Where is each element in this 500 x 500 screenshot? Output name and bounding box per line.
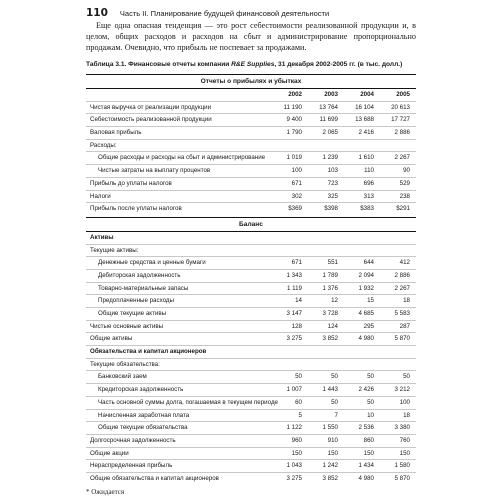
value-cell: 960 <box>291 436 302 444</box>
year-header-row <box>86 89 416 102</box>
row-label: Чистые затраты на выплату процентов <box>98 167 211 175</box>
value-cell: 2 267 <box>394 154 410 162</box>
year-header: 2003 <box>324 91 338 98</box>
value-cell: 3 852 <box>322 474 338 482</box>
value-cell: 110 <box>364 167 374 175</box>
table-row <box>86 384 416 397</box>
value-cell: 60 <box>295 398 302 406</box>
value-cell: 412 <box>399 259 410 267</box>
row-label: Общие текущие обязательства <box>98 424 188 432</box>
table-row <box>86 152 416 165</box>
table-row <box>86 448 416 461</box>
value-cell: $369 <box>288 205 302 213</box>
value-cell: 3 380 <box>394 424 410 432</box>
caption-suffix: , 31 декабря 2002-2005 гг. (в тыс. долл.) <box>274 61 403 68</box>
value-cell: 150 <box>327 449 338 457</box>
row-label: Чистая выручка от реализации продукции <box>90 103 212 111</box>
value-cell: 760 <box>399 436 410 444</box>
table-row <box>86 321 416 334</box>
table-row <box>86 308 416 321</box>
value-cell: 9 400 <box>286 116 302 124</box>
table-row <box>86 473 416 485</box>
table-row <box>86 333 416 346</box>
value-cell: 13 764 <box>319 103 338 111</box>
value-cell: 128 <box>291 322 302 330</box>
value-cell: 7 <box>334 411 338 419</box>
row-label: Текущие обязательства: <box>90 360 160 368</box>
row-label: Текущие активы: <box>90 246 139 254</box>
value-cell: 1 242 <box>322 462 338 470</box>
value-cell: 1 932 <box>358 284 374 292</box>
value-cell: 3 852 <box>322 335 338 343</box>
value-cell: 325 <box>327 192 338 200</box>
income-statement-rows <box>86 102 416 215</box>
value-cell: 5 870 <box>394 335 410 343</box>
row-label: Кредиторская задолженность <box>98 386 184 394</box>
row-label: Часть основной суммы долга, погашаемая в текущем периоде <box>98 398 278 406</box>
value-cell: 2 416 <box>358 129 374 137</box>
value-cell: 287 <box>399 322 410 330</box>
value-cell: 4 980 <box>358 474 374 482</box>
value-cell: 1 434 <box>358 462 374 470</box>
value-cell: 100 <box>399 398 410 406</box>
value-cell: 302 <box>291 192 302 200</box>
row-label: Долгосрочная задолженность <box>90 436 176 444</box>
footnote: * Ожидается <box>86 488 125 496</box>
body-paragraph: Еще одна опасная тенденция — это рост себестоимости реализованной продукции и, в целом, общих расходов и расходов на сбыт и администрирование пропорционально продажам. Очевидно, что прибыль не поспевает за продажами. <box>86 21 416 52</box>
table-row <box>86 397 416 410</box>
value-cell: 1 376 <box>322 284 338 292</box>
value-cell: 50 <box>367 398 374 406</box>
value-cell: 11 699 <box>319 116 338 124</box>
running-title: Часть II. Планирование будущей финансовой деятельности <box>119 9 330 18</box>
value-cell: 50 <box>403 373 410 381</box>
balance-sheet-heading: Баланс <box>86 217 416 232</box>
running-header <box>86 3 416 17</box>
value-cell: 50 <box>331 373 338 381</box>
table-row <box>86 295 416 308</box>
value-cell: 14 <box>295 297 302 305</box>
row-label: Налоги <box>90 192 111 200</box>
value-cell: 20 613 <box>391 103 410 111</box>
page-number: 110 <box>86 7 108 19</box>
value-cell: 100 <box>291 167 302 175</box>
row-label: Общие активы <box>90 335 133 343</box>
row-label: Товарно-материальные запасы <box>98 284 189 292</box>
table-row <box>86 460 416 473</box>
table-row <box>86 257 416 270</box>
value-cell: 1 789 <box>322 271 338 279</box>
value-cell: 671 <box>291 179 302 187</box>
value-cell: 2 426 <box>358 386 374 394</box>
value-cell: 2 536 <box>358 424 374 432</box>
table-row <box>86 114 416 127</box>
value-cell: 2 886 <box>394 271 410 279</box>
caption-company: R&E Supplies <box>231 61 275 68</box>
value-cell: 2 065 <box>322 129 338 137</box>
value-cell: 16 104 <box>355 103 374 111</box>
value-cell: 1 239 <box>322 154 338 162</box>
value-cell: 3 728 <box>322 310 338 317</box>
value-cell: 2 886 <box>394 129 410 137</box>
value-cell: 1 790 <box>286 129 302 137</box>
value-cell: 17 727 <box>391 116 410 124</box>
value-cell: 1 443 <box>322 386 338 394</box>
row-label: Обязательства и капитал акционеров <box>90 348 207 356</box>
table-row <box>86 178 416 191</box>
table-row <box>86 422 416 435</box>
row-label: Общие текущие активы <box>98 310 167 317</box>
value-cell: 15 <box>367 297 374 305</box>
row-label: Денежные средства и ценные бумаги <box>98 259 206 267</box>
value-cell: 2 094 <box>358 271 374 279</box>
table-row <box>86 165 416 178</box>
row-label: Активы <box>90 233 114 241</box>
value-cell: 1 550 <box>322 424 338 432</box>
caption-prefix: Таблица 3.1. Финансовые отчеты компании <box>86 61 232 68</box>
value-cell: 671 <box>291 259 302 267</box>
value-cell: 5 870 <box>394 474 410 482</box>
row-label: Общие расходы и расходы на сбыт и администрирование <box>98 154 266 162</box>
table-row <box>86 283 416 296</box>
balance-sheet-rows <box>86 232 416 485</box>
value-cell: 1 019 <box>286 154 302 162</box>
value-cell: $291 <box>396 205 410 213</box>
row-label: Чистые основные активы <box>90 322 164 330</box>
value-cell: 1 122 <box>286 424 302 432</box>
financial-table <box>86 74 416 485</box>
value-cell: 1 610 <box>358 154 374 162</box>
value-cell: 12 <box>331 297 338 305</box>
value-cell: 150 <box>291 449 302 457</box>
value-cell: 1 580 <box>394 462 410 470</box>
table-row <box>86 203 416 215</box>
value-cell: 10 <box>367 411 374 419</box>
value-cell: 551 <box>327 259 338 267</box>
value-cell: 529 <box>399 179 410 187</box>
row-label: Начисленная заработная плата <box>98 411 190 419</box>
value-cell: $383 <box>360 205 374 213</box>
value-cell: 860 <box>363 436 374 444</box>
value-cell: 3 147 <box>286 310 302 317</box>
table-row <box>86 127 416 140</box>
value-cell: 50 <box>295 373 302 381</box>
row-label: Расходы: <box>90 141 117 149</box>
value-cell: 50 <box>367 373 374 381</box>
value-cell: 5 583 <box>394 310 410 317</box>
table-row <box>86 245 416 258</box>
value-cell: 696 <box>363 179 374 187</box>
value-cell: $398 <box>324 205 338 213</box>
row-label: Банковский заем <box>98 373 147 381</box>
value-cell: 3 275 <box>286 335 302 343</box>
value-cell: 4 980 <box>358 335 374 343</box>
row-label: Предоплаченные расходы <box>98 297 174 305</box>
value-cell: 18 <box>403 297 410 305</box>
value-cell: 1 007 <box>286 386 302 394</box>
value-cell: 910 <box>327 436 338 444</box>
value-cell: 1 343 <box>286 271 302 279</box>
table-row <box>86 359 416 372</box>
row-label: Нераспределенная прибыль <box>90 462 173 470</box>
value-cell: 3 275 <box>286 474 302 482</box>
value-cell: 238 <box>399 192 410 200</box>
value-cell: 3 212 <box>394 386 410 394</box>
value-cell: 644 <box>363 259 374 267</box>
table-caption <box>86 61 416 68</box>
table-row <box>86 410 416 423</box>
value-cell: 723 <box>327 179 338 187</box>
table-row <box>86 371 416 384</box>
value-cell: 5 <box>298 411 302 419</box>
table-row <box>86 270 416 283</box>
value-cell: 295 <box>363 322 374 330</box>
value-cell: 13 688 <box>355 116 374 124</box>
value-cell: 1 043 <box>286 462 302 470</box>
year-header: 2005 <box>396 91 410 98</box>
table-row <box>86 102 416 115</box>
row-label: Общие обязательства и капитал акционеров <box>90 474 219 482</box>
income-statement-heading: Отчеты о прибылях и убытках <box>86 74 416 89</box>
table-row <box>86 346 416 359</box>
row-label: Общие акции <box>90 449 129 457</box>
value-cell: 11 190 <box>283 103 302 111</box>
value-cell: 90 <box>403 167 410 175</box>
value-cell: 150 <box>363 449 374 457</box>
value-cell: 103 <box>327 167 338 175</box>
row-label: Прибыль после уплаты налогов <box>90 205 182 213</box>
row-label: Валовая прибыль <box>90 129 142 137</box>
value-cell: 1 119 <box>286 284 302 292</box>
row-label: Дебиторская задолженность <box>98 271 181 279</box>
value-cell: 18 <box>403 411 410 419</box>
table-row <box>86 140 416 153</box>
table-row <box>86 435 416 448</box>
year-header: 2002 <box>288 91 302 98</box>
row-label: Себестоимость реализованной продукции <box>90 116 212 124</box>
value-cell: 4 685 <box>358 310 374 317</box>
year-header: 2004 <box>360 91 374 98</box>
table-row <box>86 191 416 204</box>
value-cell: 313 <box>363 192 374 200</box>
value-cell: 124 <box>327 322 338 330</box>
value-cell: 2 267 <box>394 284 410 292</box>
table-row <box>86 232 416 245</box>
value-cell: 50 <box>331 398 338 406</box>
row-label: Прибыль до уплаты налогов <box>90 179 172 187</box>
value-cell: 150 <box>399 449 410 457</box>
